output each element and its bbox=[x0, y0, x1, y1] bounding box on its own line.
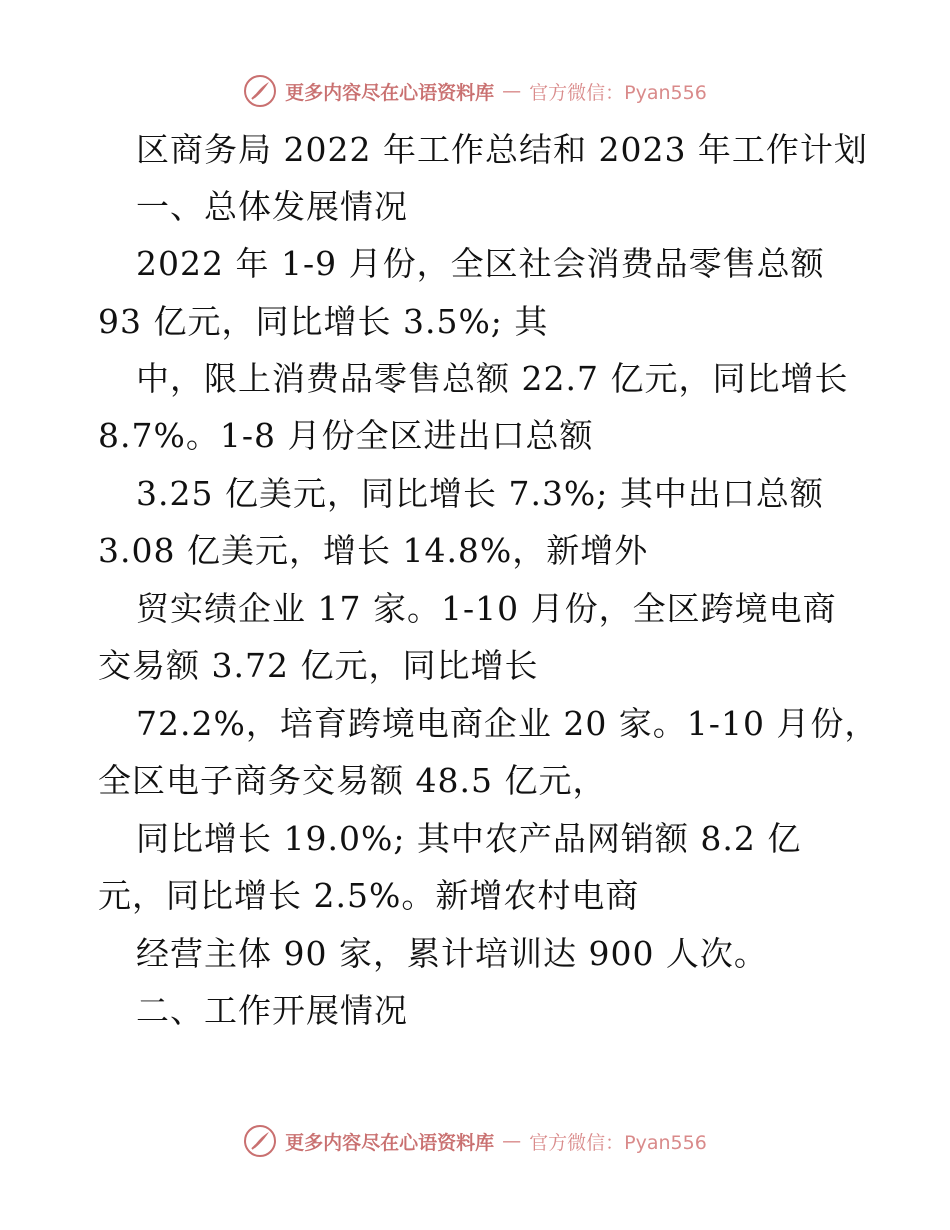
quill-feather-icon bbox=[243, 1124, 277, 1158]
quill-feather-icon bbox=[243, 74, 277, 108]
watermark-contact: 官方微信：Pyan556 bbox=[529, 81, 707, 104]
paragraph-line: 3.25 亿美元，同比增长 7.3%; 其中出口总额 bbox=[136, 474, 824, 513]
watermark-separator: — bbox=[502, 80, 522, 102]
paragraph-line: 中，限上消费品零售总额 22.7 亿元，同比增长 bbox=[136, 359, 849, 398]
paragraph-line: 经营主体 90 家，累计培训达 900 人次。 bbox=[136, 934, 768, 973]
paragraph-line: 3.08 亿美元，增长 14.8%，新增外 bbox=[98, 531, 649, 570]
header-watermark bbox=[0, 74, 950, 108]
watermark-separator: — bbox=[502, 1130, 522, 1152]
paragraph-line: 全区电子商务交易额 48.5 亿元， bbox=[98, 761, 607, 800]
paragraph-line: 元，同比增长 2.5%。新增农村电商 bbox=[98, 876, 640, 915]
section-heading-2: 二、工作开展情况 bbox=[136, 991, 408, 1030]
paragraph-line: 72.2%，培育跨境电商企业 20 家。1-10 月份， bbox=[136, 704, 879, 743]
footer-watermark bbox=[0, 1124, 950, 1158]
watermark-brand: 更多内容尽在心语资料库 bbox=[285, 1131, 495, 1154]
paragraph-line: 同比增长 19.0%; 其中农产品网销额 8.2 亿 bbox=[136, 819, 802, 858]
paragraph-line: 贸实绩企业 17 家。1-10 月份，全区跨境电商 bbox=[136, 589, 837, 628]
watermark-contact: 官方微信：Pyan556 bbox=[529, 1131, 707, 1154]
document-title: 区商务局 2022 年工作总结和 2023 年工作计划 bbox=[136, 130, 868, 169]
paragraph-line: 2022 年 1-9 月份，全区社会消费品零售总额 bbox=[136, 244, 825, 283]
section-heading-1: 一、总体发展情况 bbox=[136, 187, 408, 226]
paragraph-line: 8.7%。1-8 月份全区进出口总额 bbox=[98, 416, 594, 455]
paragraph-line: 交易额 3.72 亿元，同比增长 bbox=[98, 646, 539, 685]
paragraph-line: 93 亿元，同比增长 3.5%; 其 bbox=[98, 302, 549, 341]
watermark-brand: 更多内容尽在心语资料库 bbox=[285, 81, 495, 104]
